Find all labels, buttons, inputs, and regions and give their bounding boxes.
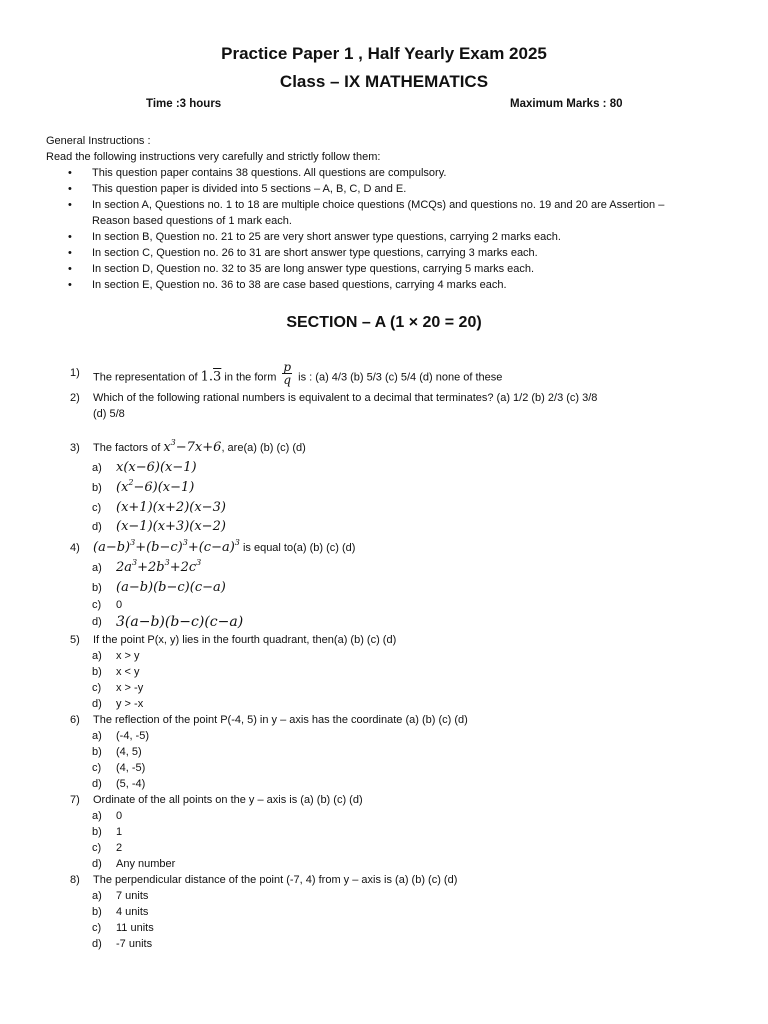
instructions-heading: General Instructions :: [46, 135, 151, 147]
question-text: is equal to(a) (b) (c) (d): [242, 542, 356, 554]
question-options-inline: is : (a) 4/3 (b) 5/3 (c) 5/4 (d) none of these: [298, 371, 503, 384]
question-text-continued: (d) 5/8: [93, 408, 125, 420]
math-expression: $(a-b)^3+(b-c)^3+(c-a)^3$: [93, 538, 240, 555]
bullet-icon: •: [68, 263, 72, 275]
instructions-intro: Read the following instructions very carefully and strictly follow them:: [46, 151, 381, 163]
instruction-item-continued: Reason based questions of 1 mark each.: [92, 215, 292, 227]
question-number: 3): [70, 442, 80, 454]
question-text: The factors of: [93, 442, 161, 454]
bullet-icon: •: [68, 167, 72, 179]
math-expression: $x^3-7x+6$: [163, 438, 222, 455]
question-number: 7): [70, 794, 80, 806]
instruction-item: • This question paper is divided into 5 sections – A, B, C, D and E.: [68, 183, 407, 195]
question-number: 8): [70, 874, 80, 886]
instruction-item: • In section E, Question no. 36 to 38 are case based questions, carrying 4 marks each.: [68, 279, 507, 291]
time-label: Time :3 hours: [146, 98, 222, 110]
question-number: 6): [70, 714, 80, 726]
question-number: 5): [70, 634, 80, 646]
question-text: Which of the following rational numbers is equivalent to a decimal that terminates? (a) 1/2 (b) 2/3 (c) 3/8: [93, 392, 598, 404]
bullet-icon: •: [68, 279, 72, 291]
question-number: 1): [70, 367, 80, 379]
instruction-item: • In section C, Question no. 26 to 31 are short answer type questions, carrying 3 marks each.: [68, 247, 538, 259]
general-instructions: [46, 133, 726, 293]
question-text: Ordinate of the all points on the y – axis is (a) (b) (c) (d): [93, 794, 363, 806]
instructions-list: [46, 165, 726, 293]
question-text: The perpendicular distance of the point (-7, 4) from y – axis is (a) (b) (c) (d): [93, 874, 458, 886]
question-number: 4): [70, 542, 80, 554]
question-number: 2): [70, 392, 80, 404]
instruction-item: • In section B, Question no. 21 to 25 are very short answer type questions, carrying 2 marks each.: [68, 231, 561, 243]
max-marks-label: Maximum Marks : 80: [510, 98, 623, 110]
instruction-item: • In section A, Questions no. 1 to 18 are multiple choice questions (MCQs) and questions no. 19 and 20 are Assertion –: [68, 199, 665, 211]
bullet-icon: •: [68, 247, 72, 259]
instruction-item: • In section D, Question no. 32 to 35 are long answer type questions, carrying 5 marks each.: [68, 263, 535, 275]
section-a-title: SECTION – A (1 × 20 = 20): [286, 314, 482, 331]
instruction-item: • This question paper contains 38 questions. All questions are compulsory.: [68, 167, 447, 179]
bullet-icon: •: [68, 183, 72, 195]
exam-page: Practice Paper 1 , Half Yearly Exam 2025 Class – IX MATHEMATICS Time :3 hours Maximum Marks : 80 General Instructions : Read the following instructions very carefully and strictly follow them: • This question paper contains 38 questions. All questions are compulsory. • This question paper is divided into 5 sections – A, B, C, D and E. • In section A, Questions no. 1 to 18 are multiple choice questions (MCQs) and questions no. 19 and 20 are Assertion – Reason based questions of 1 mark each. • In section B, Question no. 21 to 25 are very short answer type questions, carrying 2 marks each. • In section C, Question no. 26 to 31 are short answer type questions, carrying 3 marks each. • In section D, Question no. 32 to 35 are long answer type questions, carrying 5 marks each. • In section E, Question no. 36 to 38 are case based questions, carrying 4 marks each. SECTION – A (1 × 20 = 20) 1) The representation of 1.3 in the form $\frac{p}{q}$ is : (a) 4/3 (b) 5/3 (c) 5/4 (d) none of these 2) Which of the following rational numbers is equivalent to a decimal that terminates? (a) 1/2 (b) 2/3 (c) 3/8 (d) 5/8 3) The factors of $x^3-7x+6$, are(a) (b) (c) (d) a) x(x−6)(x−1) b) $(x^2-6)(x-1)$ c) (x+1)(x+2)(x−3) d) (x−1)(x+3)(x−2) 4) $(a-b)^3+(b-c)^3+(c-a)^3$ is equal to(a) (b) (c) (d) a) $2a^3+2b^3+2c^3$ b) (a−b)(b−c)(c−a) c) 0 d) 3(a−b)(b−c)(c−a) 5) If the point P(x, y) lies in the fourth quadrant, then(a) (b) (c) (d) a) x > y b) x < y c) x > -y d) y > -x 6) The reflection of the point P(-4, 5) in y – axis has the coordinate (a) (b) (c) (d) a) (-4, -5) b) (4, 5) c) (4, -5) d) (5, -4) 7) Ordinate of the all points on the y – axis is (a) (b) (c) (d) a) 0 b) 1 c) 2 d) Any number 8) The perpendicular distance of the point (-7, 4) from y – axis is (a) (b) (c) (d) a) 7 units b) 4 units c) 11 units d) -7 units: [0, 0, 768, 1024]
math-expression: 1.3: [200, 369, 222, 385]
fraction-p-over-q: $\frac{p}{q}$: [283, 360, 292, 387]
class-subject-title: Class – IX MATHEMATICS: [279, 72, 489, 91]
bullet-icon: •: [68, 231, 72, 243]
paper-title: Practice Paper 1 , Half Yearly Exam 2025: [221, 44, 547, 63]
question-text: The representation of: [93, 371, 198, 384]
question-text: If the point P(x, y) lies in the fourth quadrant, then(a) (b) (c) (d): [93, 634, 397, 646]
bullet-icon: •: [68, 199, 72, 211]
question-text: The reflection of the point P(-4, 5) in y – axis has the coordinate (a) (b) (c) (d): [93, 714, 468, 726]
